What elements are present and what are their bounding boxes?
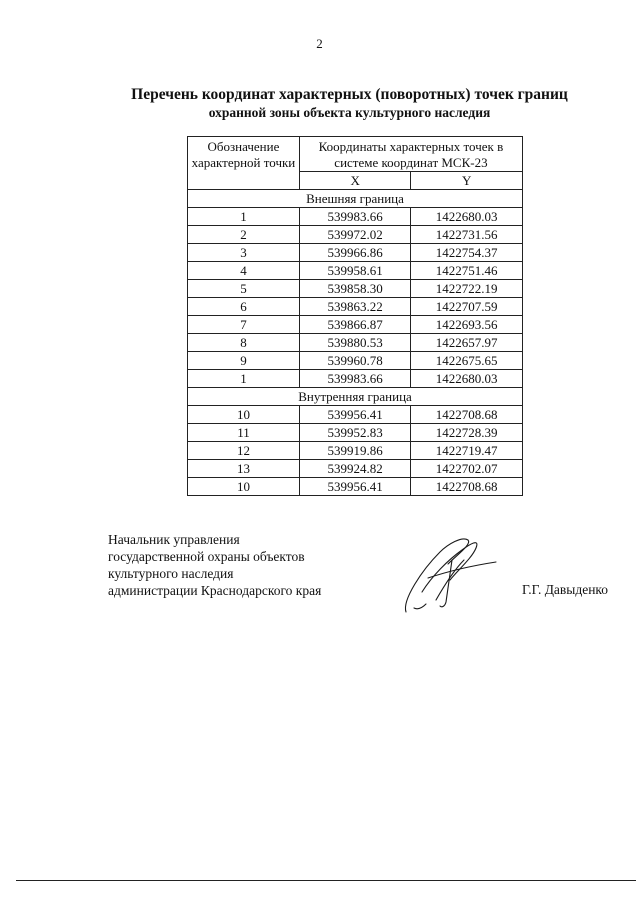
table-row bbox=[188, 208, 523, 226]
table-row bbox=[188, 406, 523, 424]
x-cell: 539924.82 bbox=[299, 460, 410, 478]
point-cell: 9 bbox=[188, 352, 300, 370]
signer-position-line: Начальник управления bbox=[108, 532, 240, 547]
table-row bbox=[188, 298, 523, 316]
table-header-row bbox=[188, 137, 523, 172]
x-cell: 539880.53 bbox=[299, 334, 410, 352]
y-cell: 1422722.19 bbox=[411, 280, 523, 298]
signer-name: Г.Г. Давыденко bbox=[522, 582, 609, 597]
y-cell: 1422702.07 bbox=[411, 460, 523, 478]
section-row bbox=[188, 388, 523, 406]
y-cell: 1422754.37 bbox=[411, 244, 523, 262]
table-row bbox=[188, 370, 523, 388]
x-cell: 539956.41 bbox=[299, 406, 410, 424]
point-cell: 11 bbox=[188, 424, 300, 442]
handwritten-signature-icon bbox=[392, 530, 502, 615]
document-title bbox=[60, 86, 639, 122]
bottom-divider bbox=[16, 880, 636, 881]
table-body bbox=[188, 190, 523, 496]
coordinates-table bbox=[187, 136, 523, 496]
y-cell: 1422708.68 bbox=[411, 406, 523, 424]
y-cell: 1422707.59 bbox=[411, 298, 523, 316]
x-cell: 539919.86 bbox=[299, 442, 410, 460]
x-cell: 539858.30 bbox=[299, 280, 410, 298]
point-cell: 8 bbox=[188, 334, 300, 352]
point-column-header: Обозначение характерной точки bbox=[188, 137, 300, 190]
signer-position-line: государственной охраны объектов bbox=[108, 549, 305, 564]
signer-position-line: культурного наследия bbox=[108, 566, 234, 581]
x-cell: 539866.87 bbox=[299, 316, 410, 334]
table-row bbox=[188, 424, 523, 442]
point-cell: 2 bbox=[188, 226, 300, 244]
title-line-2: охранной зоны объекта культурного наследия bbox=[208, 105, 491, 120]
y-cell: 1422708.68 bbox=[411, 478, 523, 496]
table-row bbox=[188, 244, 523, 262]
table-row bbox=[188, 262, 523, 280]
y-cell: 1422751.46 bbox=[411, 262, 523, 280]
y-cell: 1422680.03 bbox=[411, 208, 523, 226]
x-cell: 539960.78 bbox=[299, 352, 410, 370]
point-cell: 13 bbox=[188, 460, 300, 478]
point-cell: 3 bbox=[188, 244, 300, 262]
x-cell: 539983.66 bbox=[299, 208, 410, 226]
table-row bbox=[188, 352, 523, 370]
x-cell: 539956.41 bbox=[299, 478, 410, 496]
signer-position bbox=[108, 531, 321, 599]
point-cell: 7 bbox=[188, 316, 300, 334]
point-cell: 1 bbox=[188, 370, 300, 388]
y-cell: 1422731.56 bbox=[411, 226, 523, 244]
table-row bbox=[188, 316, 523, 334]
point-cell: 10 bbox=[188, 478, 300, 496]
table-row bbox=[188, 226, 523, 244]
y-cell: 1422657.97 bbox=[411, 334, 523, 352]
y-cell: 1422675.65 bbox=[411, 352, 523, 370]
table-row bbox=[188, 460, 523, 478]
point-cell: 4 bbox=[188, 262, 300, 280]
y-cell: 1422680.03 bbox=[411, 370, 523, 388]
point-cell: 6 bbox=[188, 298, 300, 316]
x-cell: 539966.86 bbox=[299, 244, 410, 262]
x-cell: 539958.61 bbox=[299, 262, 410, 280]
x-cell: 539952.83 bbox=[299, 424, 410, 442]
y-column-header: Y bbox=[411, 172, 523, 190]
section-row bbox=[188, 190, 523, 208]
table-row bbox=[188, 280, 523, 298]
section-title: Внутренняя граница bbox=[188, 388, 523, 406]
section-title: Внешняя граница bbox=[188, 190, 523, 208]
table-row bbox=[188, 442, 523, 460]
point-cell: 5 bbox=[188, 280, 300, 298]
point-cell: 1 bbox=[188, 208, 300, 226]
x-cell: 539983.66 bbox=[299, 370, 410, 388]
point-cell: 10 bbox=[188, 406, 300, 424]
y-cell: 1422693.56 bbox=[411, 316, 523, 334]
x-column-header: X bbox=[299, 172, 410, 190]
title-line-1: Перечень координат характерных (поворотных) точек границ bbox=[131, 86, 568, 103]
table-row bbox=[188, 334, 523, 352]
y-cell: 1422728.39 bbox=[411, 424, 523, 442]
x-cell: 539863.22 bbox=[299, 298, 410, 316]
point-cell: 12 bbox=[188, 442, 300, 460]
y-cell: 1422719.47 bbox=[411, 442, 523, 460]
table-row bbox=[188, 478, 523, 496]
coordinates-column-header: Координаты характерных точек в системе координат МСК-23 bbox=[299, 137, 522, 172]
signer-position-line: администрации Краснодарского края bbox=[108, 583, 322, 598]
x-cell: 539972.02 bbox=[299, 226, 410, 244]
page-number: 2 bbox=[316, 36, 323, 51]
